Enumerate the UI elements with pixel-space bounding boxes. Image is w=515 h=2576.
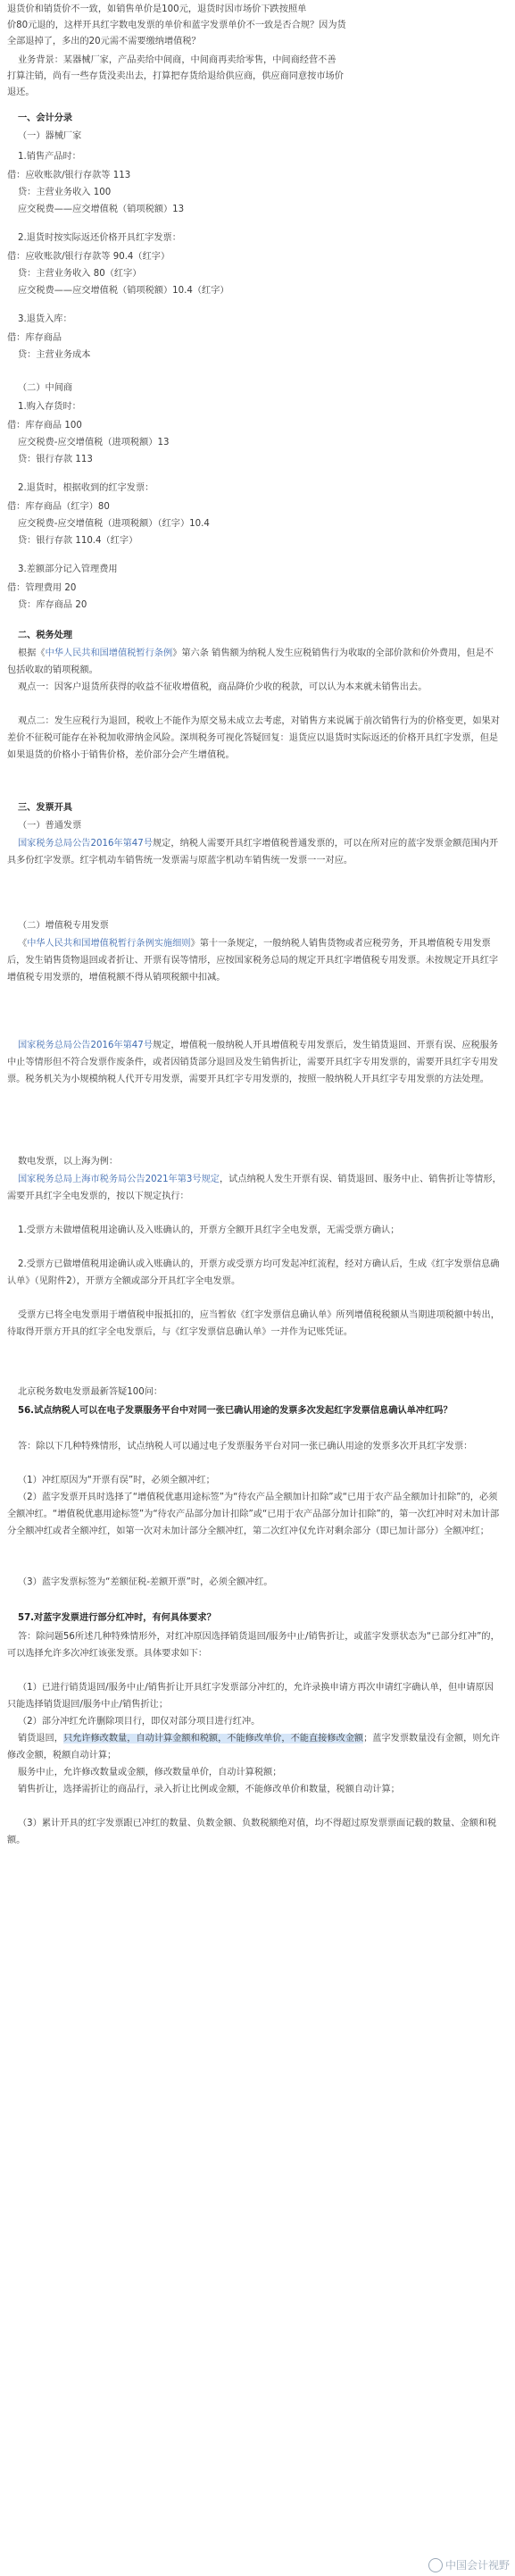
header-line-3: 全部退掉了，多出的20元需不需要缴纳增值税？ (7, 37, 201, 46)
question-56: 56.试点纳税人可以在电子发票服务平台中对同一张已确认用途的发票多次发起红字发票信息确认单冲红吗？ (18, 1406, 453, 1416)
faq-intro: 北京税务数电发票最新答疑100问： (18, 1387, 163, 1397)
implementation-rules-paragraph: 《中华人民共和国增值税暂行条例实施细则》第十一条规定，一般纳税人销售货物或者应税劳务，开具增值税专用发票后，发生销售货物退回或者折让、开票有误等情形，应按国家税务总局的规定开具红字增值税专用发票。未按规定开具红字增值税专用发票的，增值税额不得从销项税额中扣减。 (7, 939, 499, 983)
watermark: 中国会计视野 (428, 2557, 510, 2572)
vat-regulation-link[interactable]: 中华人民共和国增值税暂行条例 (45, 648, 173, 658)
diff-entry-2: 贷：库存商品 20 (18, 600, 87, 610)
ret2-entry-2: 应交税费-应交增值税（进项税额）（红字）10.4 (18, 519, 210, 529)
announcement-2016-47-link[interactable]: 国家税务总局公告2016年第47号 (18, 839, 153, 849)
sales-title: 1.销售产品时： (18, 152, 81, 162)
answer-57-intro: 答：除问题56所述几种特殊情形外，对红冲原因选择销货退回/服务中止/销售折让，或蓝字发票状态为“已部分红冲”的，可以选择允许多次冲红该张发票。具体要求如下： (7, 1632, 500, 1659)
buy-entry-2: 应交税费-应交增值税（进项税额）13 (18, 438, 170, 447)
logo-icon (428, 2558, 443, 2572)
diff-title: 3.差额部分记入管理费用 (18, 565, 118, 574)
answer-56-item-1: （1）冲红原因为“开票有误”时，必须全额冲红； (18, 1476, 215, 1485)
highlighted-text: 只允许修改数量，自动计算金额和税额，不能修改单价，不能直接修 (62, 1734, 336, 1744)
return-entry-2: 贷：主营业务收入 80（红字） (18, 269, 142, 279)
business-line-2: 打算注销，尚有一些存货没卖出去，打算把存货给退给供应商，供应商同意按市场价 (7, 71, 344, 81)
stock-entry-2: 贷：主营业务成本 (18, 350, 91, 360)
answer-57-item-3: （3）累计开具的红字发票跟已冲红的数量、负数金额、负数税额绝对值，均不得超过原发票票面记载的数量、金额和税额。 (7, 1819, 497, 1845)
e-invoice-intro: 数电发票，以上海为例： (18, 1157, 119, 1167)
shanghai-announcement-link[interactable]: 国家税务总局上海市税务局公告2021年第3号规定 (18, 1175, 220, 1184)
sales-entry-3: 应交税费——应交增值税（销项税额）13 (18, 205, 185, 214)
question-57: 57.对蓝字发票进行部分红冲时，有何具体要求？ (18, 1613, 216, 1623)
diff-entry-1: 借：管理费用 20 (7, 583, 77, 593)
ret2-entry-3: 贷：银行存款 110.4（红字） (18, 536, 138, 546)
answer-57-item-1: （1）已进行销货退回/服务中止/销售折让开具红字发票部分冲红的，允许录换申请方再次申请红字确认单，但申请原因只能选择销货退回/服务中止/销售折让； (7, 1683, 494, 1710)
implementation-rules-link[interactable]: 中华人民共和国增值税暂行条例实施细则 (27, 939, 191, 949)
buy-entry-3: 贷：银行存款 113 (18, 455, 93, 464)
section2-title: 二、税务处理 (18, 631, 73, 640)
ordinary-invoice-paragraph: 国家税务总局公告2016年第47号规定，纳税人需要开具红字增值税普通发票的，可以在所对应的蓝字发票金额范围内开具多份红字发票。红字机动车销售统一发票需与原蓝字机动车销售统一发票一一对应。 (7, 839, 499, 866)
special-invoice-rule-paragraph: 国家税务总局公告2016年第47号规定，增值税一般纳税人开具增值税专用发票后，发生销货退回、开票有误、应税服务中止等情形但不符合发票作废条件，或者因销货部分退回及发生销售折让，需要开具红字专用发票的，需要开具红字专用发票。税务机关为小规模纳税人代开专用发票，需要开具红字专用发票的，按照一般纳税人开具红字专用发票的方法处理。 (7, 1041, 499, 1084)
special-invoice-heading: （二）增值税专用发票 (18, 921, 109, 931)
sales-entry-1: 借：应收账款/银行存款等 113 (7, 171, 131, 180)
sales-entry-2: 贷：主营业务收入 100 (18, 188, 112, 197)
buy-title: 1.购入存货时： (18, 402, 81, 412)
rule-2-paragraph: 2.受票方已做增值税用途确认或入账确认的，开票方或受票方均可发起冲红流程，经对方确认后，生成《红字发票信息确认单》（见附件2），开票方全额或部分开具红字全电发票。 (7, 1259, 500, 1286)
ordinary-invoice-heading: （一）普通发票 (18, 821, 82, 831)
ret2-entry-1: 借：库存商品（红字）80 (7, 502, 110, 512)
business-line-3: 退还。 (7, 88, 35, 97)
rule-3-paragraph: 受票方已将全电发票用于增值税申报抵扣的，应当暂依《红字发票信息确认单》所列增值税税额从当期进项税额中转出，待取得开票方开具的红字全电发票后，与《红字发票信息确认单》一并作为记账凭证。 (7, 1310, 500, 1337)
stock-entry-1: 借：库存商品 (7, 333, 62, 343)
return-title: 2.退货时按实际返还价格开具红字发票： (18, 233, 181, 243)
tax-basis-paragraph: 根据《中华人民共和国增值税暂行条例》第六条 销售额为纳税人发生应税销售行为收取的全部价款和价外费用，但是不包括收取的销项税额。 (7, 648, 494, 675)
buy-entry-1: 借：库存商品 100 (7, 421, 82, 431)
ret2-title: 2.退货时，根据收到的红字发票： (18, 483, 154, 493)
return-entry-1: 借：应收账款/银行存款等 90.4（红字） (7, 252, 170, 262)
shanghai-rule-paragraph: 国家税务总局上海市税务局公告2021年第3号规定，试点纳税人发生开票有误、销货退回、服务中止、销售折让等情形，需要开具红字全电发票的，按以下规定执行： (7, 1175, 502, 1201)
business-line-1: 业务背景：某器械厂家，产品卖给中间商，中间商再卖给零售，中间商经营不善 (18, 55, 336, 65)
answer-56-intro: 答：除以下几种特殊情形，试点纳税人可以通过电子发票服务平台对同一张已确认用途的发票多次开具红字发票： (18, 1442, 473, 1451)
view-one-paragraph: 观点一：因客户退货所获得的收益不征收增值税，商品降价少收的税款，可以认为本来就未销售出去。 (18, 682, 428, 692)
rule-1-paragraph: 1.受票方未做增值税用途确认及入账确认的，开票方全额开具红字全电发票，无需受票方确认； (18, 1225, 400, 1235)
header-line-1: 退货价和销货价不一致，如销售单价是100元，退货时因市场价下跌按照单 (7, 4, 307, 14)
stock-title: 3.退货入库： (18, 314, 72, 324)
highlighted-text-2: 改金额 (336, 1734, 364, 1744)
header-line-2: 价80元退的，这样开具红字数电发票的单价和蓝字发票单价不一致是否合规？因为货 (7, 21, 346, 30)
answer-56-item-3: （3）蓝字发票标签为“差额征税-差额开票”时，必须全额冲红。 (18, 1577, 273, 1587)
section3-title: 三、发票开具 (18, 803, 73, 813)
answer-56-item-2: （2）蓝字发票开具时选择了“增值税优惠用途标签”为“待农产品全额加计扣除”或“已用于农产品全额加计扣除”的，必须全额冲红。“增值税优惠用途标签”为“待农产品部分加计扣除”或“已用于农产品部分加计扣除”的，第一次红冲时对未加计部分全额冲红或者全额冲红，如第一次对未加计部分全额冲红，第二次红冲仅允许对剩余部分（即已加计部分）全额冲红； (7, 1493, 500, 1536)
section1-title: 一、会计分录 (18, 113, 73, 123)
manufacturer-heading: （一）器械厂家 (18, 131, 82, 141)
announcement-2016-47-link-2[interactable]: 国家税务总局公告2016年第47号 (18, 1041, 153, 1050)
answer-57-service-stop: 服务中止，允许修改数量或金额，修改数量单价，自动计算税额； (18, 1768, 282, 1777)
view-two-paragraph: 观点二：发生应税行为退回，税收上不能作为原交易未成立去考虑，对销售方来说属于前次销售行为的价格变更，如果对差价不征税可能存在补税加收滞纳金风险。深圳税务可视化答疑回复：退货应以退货时实际返还的价格开具红字发票，但是如果退货的价格小于销售价格，差价部分会产生增值税。 (7, 716, 500, 760)
answer-57-sales-return: 销货退回，只允许修改数量，自动计算金额和税额，不能修改单价，不能直接修改金额；蓝字发票数量没有金额，则允许修改金额，税额自动计算； (7, 1734, 500, 1761)
return-entry-3: 应交税费——应交增值税（销项税额）10.4（红字） (18, 286, 229, 296)
answer-57-item-2: （2）部分冲红允许删除项目行，即仅对部分项目进行红冲。 (18, 1717, 261, 1727)
answer-57-discount: 销售折让，选择需折让的商品行，录入折让比例或金额，不能修改单价和数量，税额自动计算； (18, 1785, 400, 1794)
middleman-heading: （二）中间商 (18, 383, 73, 393)
